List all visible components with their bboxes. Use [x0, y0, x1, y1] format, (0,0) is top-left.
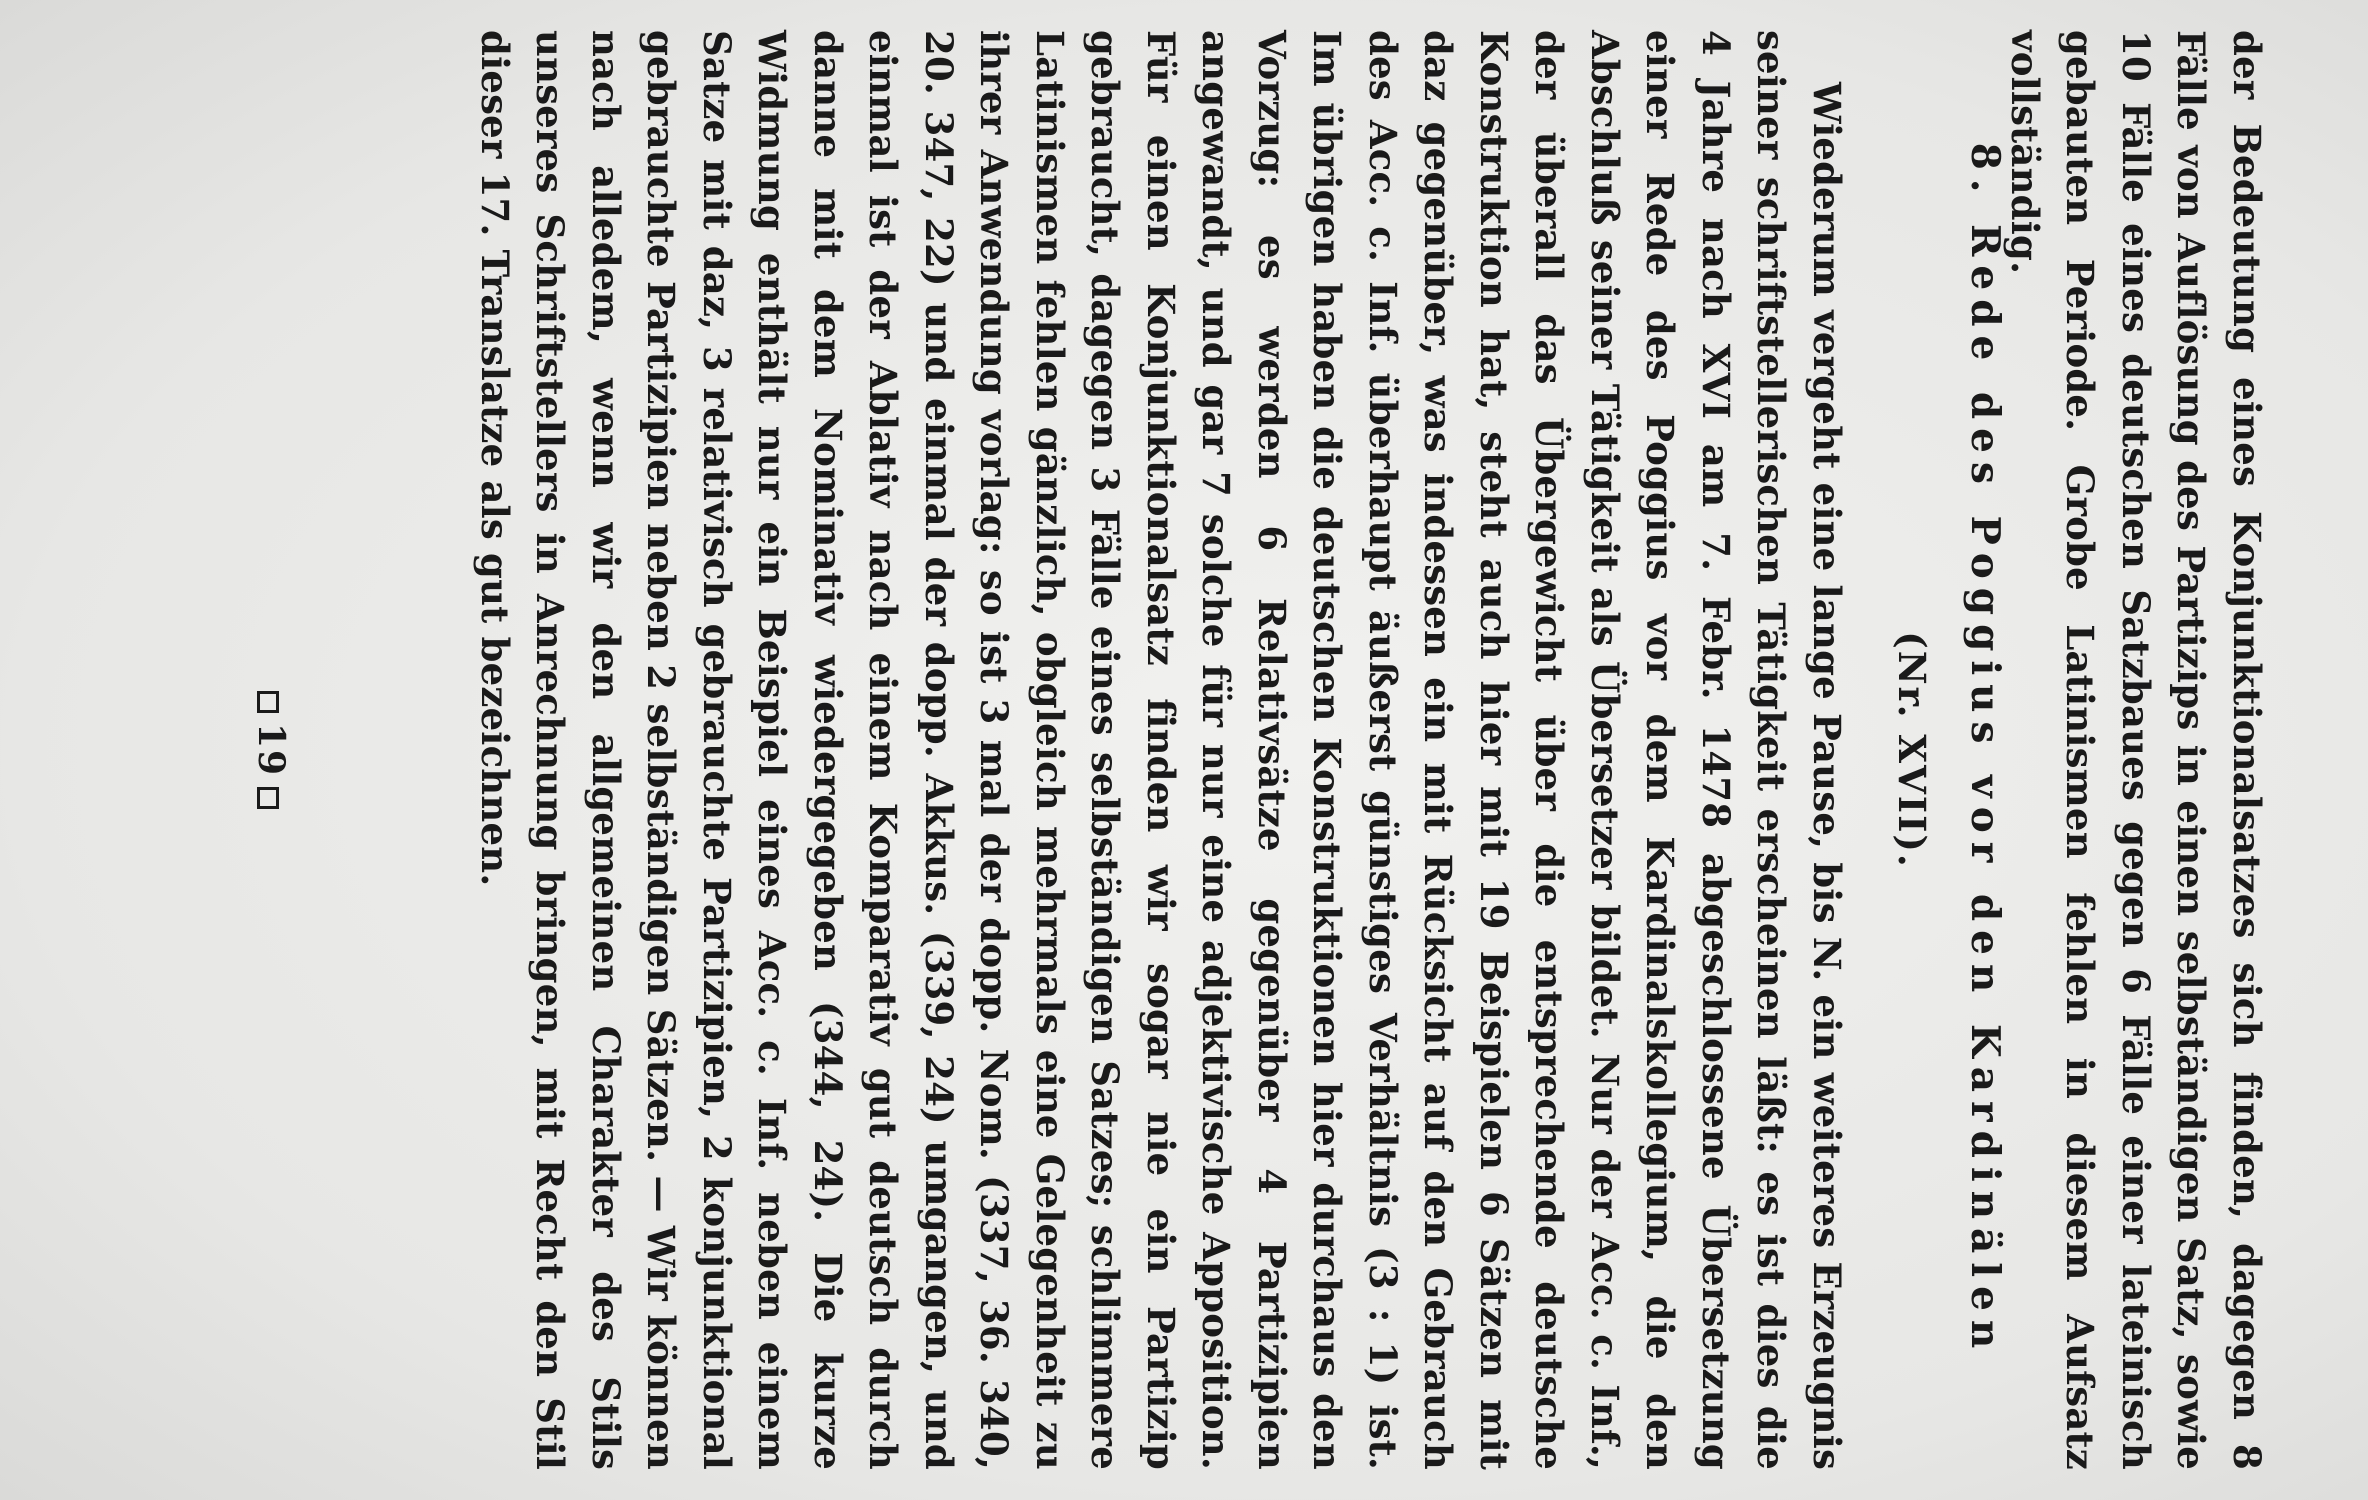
rotated-book-page	[194, 30, 2274, 1470]
ornament-square-icon	[257, 691, 279, 713]
page-text-area	[194, 30, 2274, 1470]
main-paragraph: Wiederum vergeht eine lange Pause, bis N. ein weiteres Erzeugnis seiner schriftstellerischen Tätigkeit erscheinen läßt: es ist dies die 4 Jahre nach XVI am 7. Febr. 1478 abgeschlossene Übersetzung einer Rede des Poggius vor dem Kardinalskollegium, die den Abschluß seiner Tätigkeit als Übersetzer bildet. Nur der Acc. c. Inf., der überall das Übergewicht über die entsprechende deutsche Konstruktion hat, steht auch hier mit 19 Beispielen 6 Sätzen mit daz gegenüber, was indessen ein mit Rücksicht auf den Gebrauch des Acc. c. Inf. überhaupt äußerst günstiges Verhältnis (3 : 1) ist. Im übrigen haben die deutschen Konstruktionen hier durchaus den Vorzug: es werden 6 Relativsätze gegenüber 4 Partizipien angewandt, und gar 7 solche für nur eine adjektivische Apposition. Für einen Konjunktionalsatz finden wir sogar nie ein Partizip gebraucht, dagegen 3 Fälle eines selbständigen Satzes; schlimmere Latinismen fehlen gänzlich, obgleich mehrmals eine Gelegenheit zu ihrer Anwendung vorlag: so ist 3 mal der dopp. Nom. (337, 36. 340, 20. 347, 22) und einmal der dopp. Akkus. (339, 24) umgangen, und einmal ist der Ablativ nach einem Komparativ gut deutsch durch danne mit dem Nominativ wiedergegeben (344, 24). Die kurze Widmung enthält nur ein Beispiel eines Acc. c. Inf. neben einem Satze mit daz, 3 relativisch gebrauchte Partizipien, 2 konjunktional gebrauchte Partizipien neben 2 selbständigen Sätzen. — Wir können nach alledem, wenn wir den allgemeinen Charakter des Stils unseres Schriftstellers in Anrechnung bringen, mit Recht den Stil dieser 17. Translatze als gut bezeichnen.	[473, 30, 1849, 1470]
intro-block	[1997, 30, 2275, 1470]
page-number: 19	[250, 722, 292, 778]
ornament-square-icon	[257, 787, 279, 809]
section-subtitle: (Nr. XVII).	[1890, 631, 1934, 869]
page-number-footer	[250, 30, 292, 1470]
section-title: 8. Rede des Poggius vor den Kardinälen	[1962, 142, 2008, 1358]
main-block	[467, 30, 1855, 1470]
intro-paragraph: der Bedeutung eines Konjunktionalsatzes sich finden, dagegen 8 Fälle von Auflösung des Partizips in einen selbständigen Satz, sowie 10 Fälle eines deutschen Satzbaues gegen 6 Fälle einer lateinisch gebauten Periode. Grobe Latinismen fehlen in diesem Aufsatz vollständig.	[2003, 30, 2269, 1470]
